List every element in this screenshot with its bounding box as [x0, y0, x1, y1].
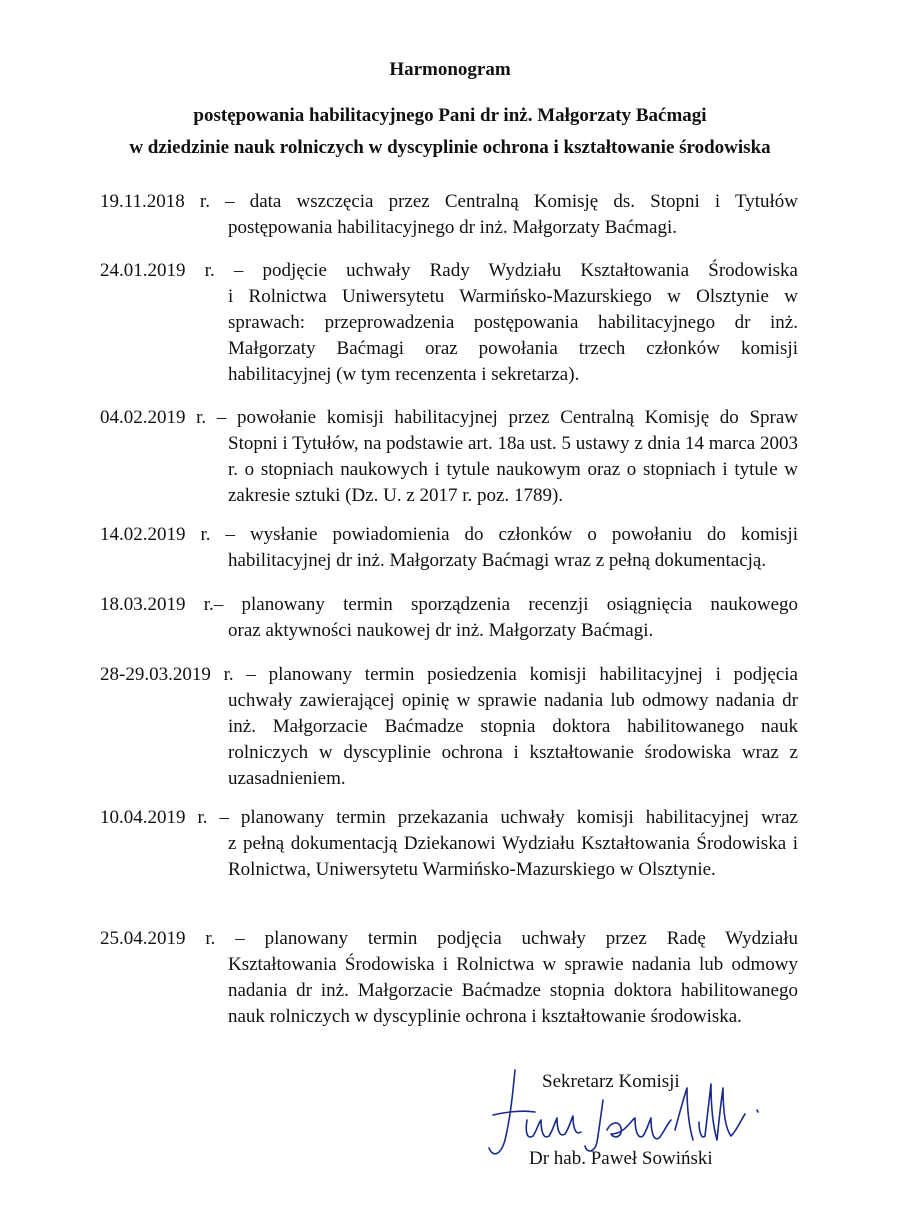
- schedule-entry: [100, 189, 798, 241]
- entry-first-line: 25.04.2019 r. – planowany termin podjęcia uchwały przez Radę Wydziału: [100, 928, 798, 949]
- schedule-entry: [100, 405, 798, 509]
- schedule-entry: [100, 805, 798, 883]
- entry-text: uchwały zawierającej opinię w sprawie nadania lub odmowy nadania dr inż. Małgorzacie Baćmadze stopnia doktora habilitowanego nauk rolniczych w dyscyplinie ochrona i kształtowanie środowiska wraz z uzasadnieniem.: [228, 690, 798, 789]
- document-title: Harmonogram: [389, 59, 511, 80]
- entry-first-line: 14.02.2019 r. – wysłanie powiadomienia do członków o powołaniu do komisji: [100, 524, 798, 545]
- entry-text: oraz aktywności naukowej dr inż. Małgorzaty Baćmagi.: [228, 620, 654, 641]
- entry-first-line: 28-29.03.2019 r. – planowany termin posiedzenia komisji habilitacyjnej i podjęcia: [100, 664, 798, 685]
- entry-first-line: 04.02.2019 r. – powołanie komisji habilitacyjnej przez Centralną Komisję do Spraw: [100, 407, 798, 428]
- entry-text: Kształtowania Środowiska i Rolnictwa w sprawie nadania lub odmowy nadania dr inż. Małgorzacie Baćmadze stopnia doktora habilitowanego nauk rolniczych w dyscyplinie ochrona i kształtowanie środowiska.: [228, 954, 798, 1027]
- schedule-entry: [100, 926, 798, 1030]
- entry-text: postępowania habilitacyjnego dr inż. Małgorzaty Baćmagi.: [228, 217, 677, 238]
- entry-text: i Rolnictwa Uniwersytetu Warmińsko-Mazurskiego w Olsztynie w sprawach: przeprowadzenia postępowania habilitacyjnego dr inż. Małgorzaty Baćmagi oraz powołania trzech członków komisji habilitacyjnej (w tym recenzenta i sekretarza).: [228, 286, 798, 385]
- signatory-name: Dr hab. Paweł Sowiński: [529, 1148, 713, 1169]
- signatory-role: Sekretarz Komisji: [542, 1071, 680, 1092]
- entry-first-line: 10.04.2019 r. – planowany termin przekazania uchwały komisji habilitacyjnej wraz: [100, 807, 798, 828]
- schedule-entry: [100, 662, 798, 792]
- schedule-entry: [100, 522, 798, 574]
- entry-text: z pełną dokumentacją Dziekanowi Wydziału Kształtowania Środowiska i Rolnictwa, Uniwersytetu Warmińsko-Mazurskiego w Olsztynie.: [228, 833, 798, 880]
- schedule-entry: [100, 258, 798, 388]
- document-subtitle: postępowania habilitacyjnego Pani dr inż. Małgorzaty Baćmagi: [193, 105, 707, 126]
- entry-text: Stopni i Tytułów, na podstawie art. 18a ust. 5 ustawy z dnia 14 marca 2003 r. o stopniach naukowych i tytule naukowym oraz o stopniach i tytule w zakresie sztuki (Dz. U. z 2017 r. poz. 1789).: [228, 433, 798, 506]
- entry-first-line: 24.01.2019 r. – podjęcie uchwały Rady Wydziału Kształtowania Środowiska: [100, 260, 798, 281]
- entry-first-line: 18.03.2019 r.– planowany termin sporządzenia recenzji osiągnięcia naukowego: [100, 594, 798, 615]
- entry-text: habilitacyjnej dr inż. Małgorzaty Baćmagi wraz z pełną dokumentacją.: [228, 550, 767, 571]
- entry-first-line: 19.11.2018 r. – data wszczęcia przez Centralną Komisję ds. Stopni i Tytułów: [100, 191, 798, 212]
- document-field: w dziedzinie nauk rolniczych w dyscyplinie ochrona i kształtowanie środowiska: [129, 137, 771, 158]
- schedule-entry: [100, 592, 798, 644]
